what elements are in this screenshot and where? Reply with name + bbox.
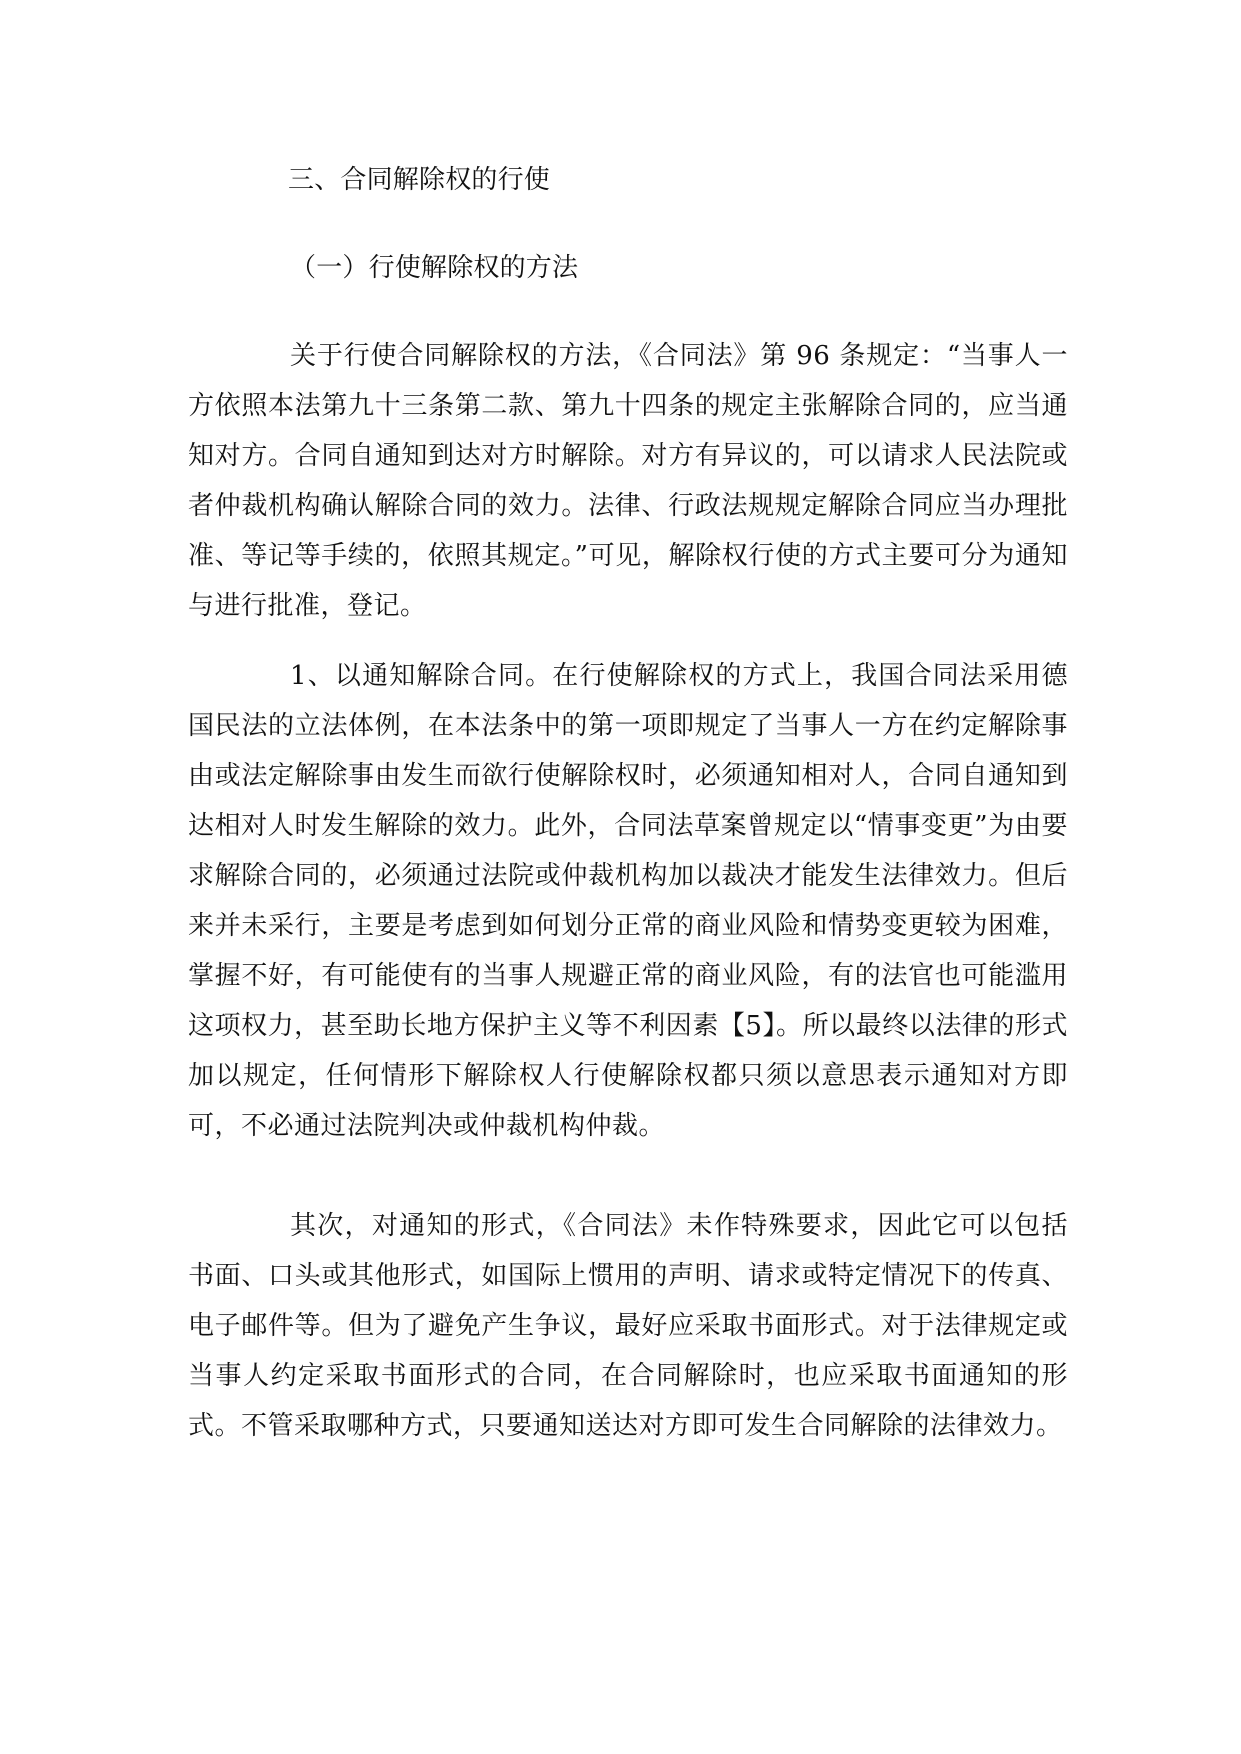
subsection-title: （一）行使解除权的方法	[290, 253, 579, 283]
paragraph-method-overview: 关于行使合同解除权的方法，《合同法》第 96 条规定：“当事人一方依照本法第九十三条第二款、第九十四条的规定主张解除合同的，应当通知对方。合同自通知到达对方时解除。对方有异议的，可以请求人民法院或者仲裁机构确认解除合同的效力。法律、行政法规规定解除合同应当办理批准、等记等手续的，依照其规定。”可见，解除权行使的方式主要可分为通知与进行批准，登记。	[188, 341, 1068, 621]
paragraph-notice-form: 其次，对通知的形式，《合同法》未作特殊要求，因此它可以包括书面、口头或其他形式，如国际上惯用的声明、请求或特定情况下的传真、电子邮件等。但为了避免产生争议，最好应采取书面形式。对于法律规定或当事人约定采取书面形式的合同，在合同解除时，也应采取书面通知的形式。不管采取哪种方式，只要通知送达对方即可发生合同解除的法律效力。	[188, 1211, 1068, 1441]
section-title: 三、合同解除权的行使	[288, 165, 551, 195]
paragraph-notice-termination: 1、以通知解除合同。在行使解除权的方式上，我国合同法采用德国民法的立法体例，在本法条中的第一项即规定了当事人一方在约定解除事由或法定解除事由发生而欲行使解除权时，必须通知相对人，合同自通知到达相对人时发生解除的效力。此外，合同法草案曾规定以“情事变更”为由要求解除合同的，必须通过法院或仲裁机构加以裁决才能发生法律效力。但后来并未采行，主要是考虑到如何划分正常的商业风险和情势变更较为困难，掌握不好，有可能使有的当事人规避正常的商业风险，有的法官也可能滥用这项权力，甚至助长地方保护主义等不利因素【5】。所以最终以法律的形式加以规定，任何情形下解除权人行使解除权都只须以意思表示通知对方即可，不必通过法院判决或仲裁机构仲裁。	[188, 661, 1068, 1141]
